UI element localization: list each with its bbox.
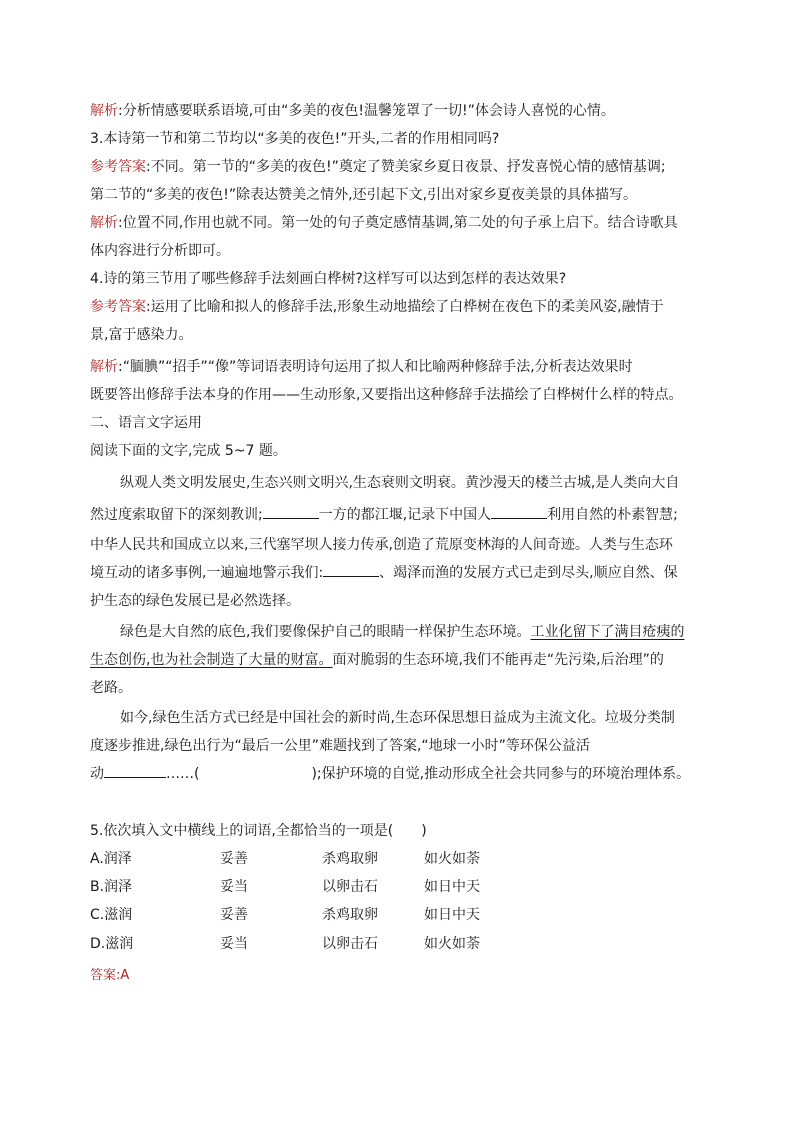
option-a-word-3: 杀鸡取卵 [322,851,378,867]
section-title: 二、语言文字运用 [90,415,202,431]
option-a-word-4: 如火如荼 [424,851,480,867]
option-b-word-3: 以卵击石 [322,879,378,895]
answer-text: :A [116,968,130,983]
fill-blank-2 [491,505,547,519]
analysis-label: 解析 [90,103,118,119]
text-segment: 一方的都江堰,记录下中国人 [318,507,492,523]
q4-analysis-line-2: 既要答出修辞手法本身的作用——生动形象,又要指出这种修辞手法描绘了白桦树什么样的特点。 [90,387,683,403]
option-c-word-4: 如日中天 [424,907,480,923]
fill-blank-4 [104,764,166,778]
text-segment: 利用自然的朴素智慧; [547,507,678,523]
q2-analysis [90,101,615,121]
option-d-word-2: 妥当 [220,936,248,952]
answer-label: 答案 [90,968,117,983]
q3-answer-line-1 [90,157,666,177]
q5-answer [90,966,129,986]
q4-answer-line-2: 景,富于感染力。 [90,327,193,343]
text-segment: );保护环境的自觉,推动形成全社会共同参与的环境治理体系。 [311,766,691,782]
answer-text: :不同。第一节的“多美的夜色!”奠定了赞美家乡夏日夜景、抒发喜悦心情的感情基调; [146,159,666,175]
passage-p1-line-3: 中华人民共和国成立以来,三代塞罕坝人接力传承,创造了荒原变林海的人间奇迹。人类与生态环 [90,537,673,553]
passage-p1-line-4 [90,563,678,583]
analysis-text: :分析情感要联系语境,可由“多美的夜色!温馨笼罩了一切!”体会诗人喜悦的心情。 [118,103,615,119]
text-segment: 动 [90,766,104,782]
passage-p1-line-1: 纵观人类文明发展史,生态兴则文明兴,生态衰则文明衰。黄沙漫天的楼兰古城,是人类向大自 [120,475,680,491]
analysis-text: :“腼腆”“招手”“像”等词语表明诗句运用了拟人和比喻两种修辞手法,分析表达效果时 [118,359,633,375]
text-segment: 绿色是大自然的底色,我们要像保护自己的眼睛一样保护生态环境。 [120,624,531,640]
answer-text: :运用了比喻和拟人的修辞手法,形象生动地描绘了白桦树在夜色下的柔美风姿,融情于 [146,299,664,315]
analysis-text: :位置不同,作用也就不同。第一处的句子奠定感情基调,第二处的句子承上启下。结合诗歌具 [118,215,678,231]
option-c-word-3: 杀鸡取卵 [322,907,378,923]
text-segment: ……( [166,766,200,782]
question-3: 3.本诗第一节和第二节均以“多美的夜色!”开头,二者的作用相同吗? [90,131,500,147]
option-d-word-3: 以卵击石 [322,936,378,952]
passage-p2-line-2 [90,650,664,670]
question-5: 5.依次填入文中横线上的词语,全都恰当的一项是( ) [90,823,427,839]
analysis-label: 解析 [90,359,118,375]
option-b-word-1: B.润泽 [90,879,133,895]
passage-p1-line-5: 护生态的绿色发展已是必然选择。 [90,593,300,609]
option-c-word-2: 妥善 [220,907,248,923]
passage-p3-line-3 [90,764,690,784]
q4-answer-line-1 [90,297,664,317]
q3-analysis-line-2: 体内容进行分析即可。 [90,243,230,259]
option-b-word-4: 如日中天 [424,879,480,895]
text-segment: 境互动的诸多事例,一遍遍地警示我们: [90,565,324,581]
passage-p1-line-2 [90,505,678,525]
underlined-sentence: 生态创伤,也为社会制造了大量的财富。 [90,652,333,668]
q3-answer-line-2: 第二节的“多美的夜色!”除表达赞美之情外,还引起下文,引出对家乡夏夜美景的具体描写。 [90,187,638,203]
option-b-word-2: 妥当 [220,879,248,895]
analysis-label: 解析 [90,215,118,231]
text-segment: 、竭泽而渔的发展方式已走到尽头,顺应自然、保 [379,565,678,581]
fill-blank-3 [323,563,379,577]
text-segment: 面对脆弱的生态环境,我们不能再走“先污染,后治理”的 [332,652,664,668]
text-segment: 然过度索取留下的深刻教训; [90,507,263,523]
passage-p2-line-1 [120,622,684,642]
question-4: 4.诗的第三节用了哪些修辞手法刻画白桦树?这样写可以达到怎样的表达效果? [90,271,567,287]
option-c-word-1: C.滋润 [90,907,133,923]
q4-analysis-line-1 [90,357,633,377]
option-a-word-1: A.润泽 [90,851,132,867]
reading-instruction: 阅读下面的文字,完成 5~7 题。 [90,443,287,459]
option-d-word-1: D.滋润 [90,936,134,952]
option-d-word-4: 如火如荼 [424,936,480,952]
answer-label: 参考答案 [90,299,146,315]
answer-label: 参考答案 [90,159,146,175]
underlined-sentence: 工业化留下了满目疮痍的 [530,624,685,640]
q3-analysis-line-1 [90,213,678,233]
passage-p2-line-3: 老路。 [90,680,132,696]
passage-p3-line-2: 度逐步推进,绿色出行为“最后一公里”难题找到了答案,“地球一小时”等环保公益活 [90,738,590,754]
passage-p3-line-1: 如今,绿色生活方式已经是中国社会的新时尚,生态环保思想日益成为主流文化。垃圾分类制 [120,710,675,726]
option-a-word-2: 妥善 [220,851,248,867]
fill-blank-1 [263,505,319,519]
